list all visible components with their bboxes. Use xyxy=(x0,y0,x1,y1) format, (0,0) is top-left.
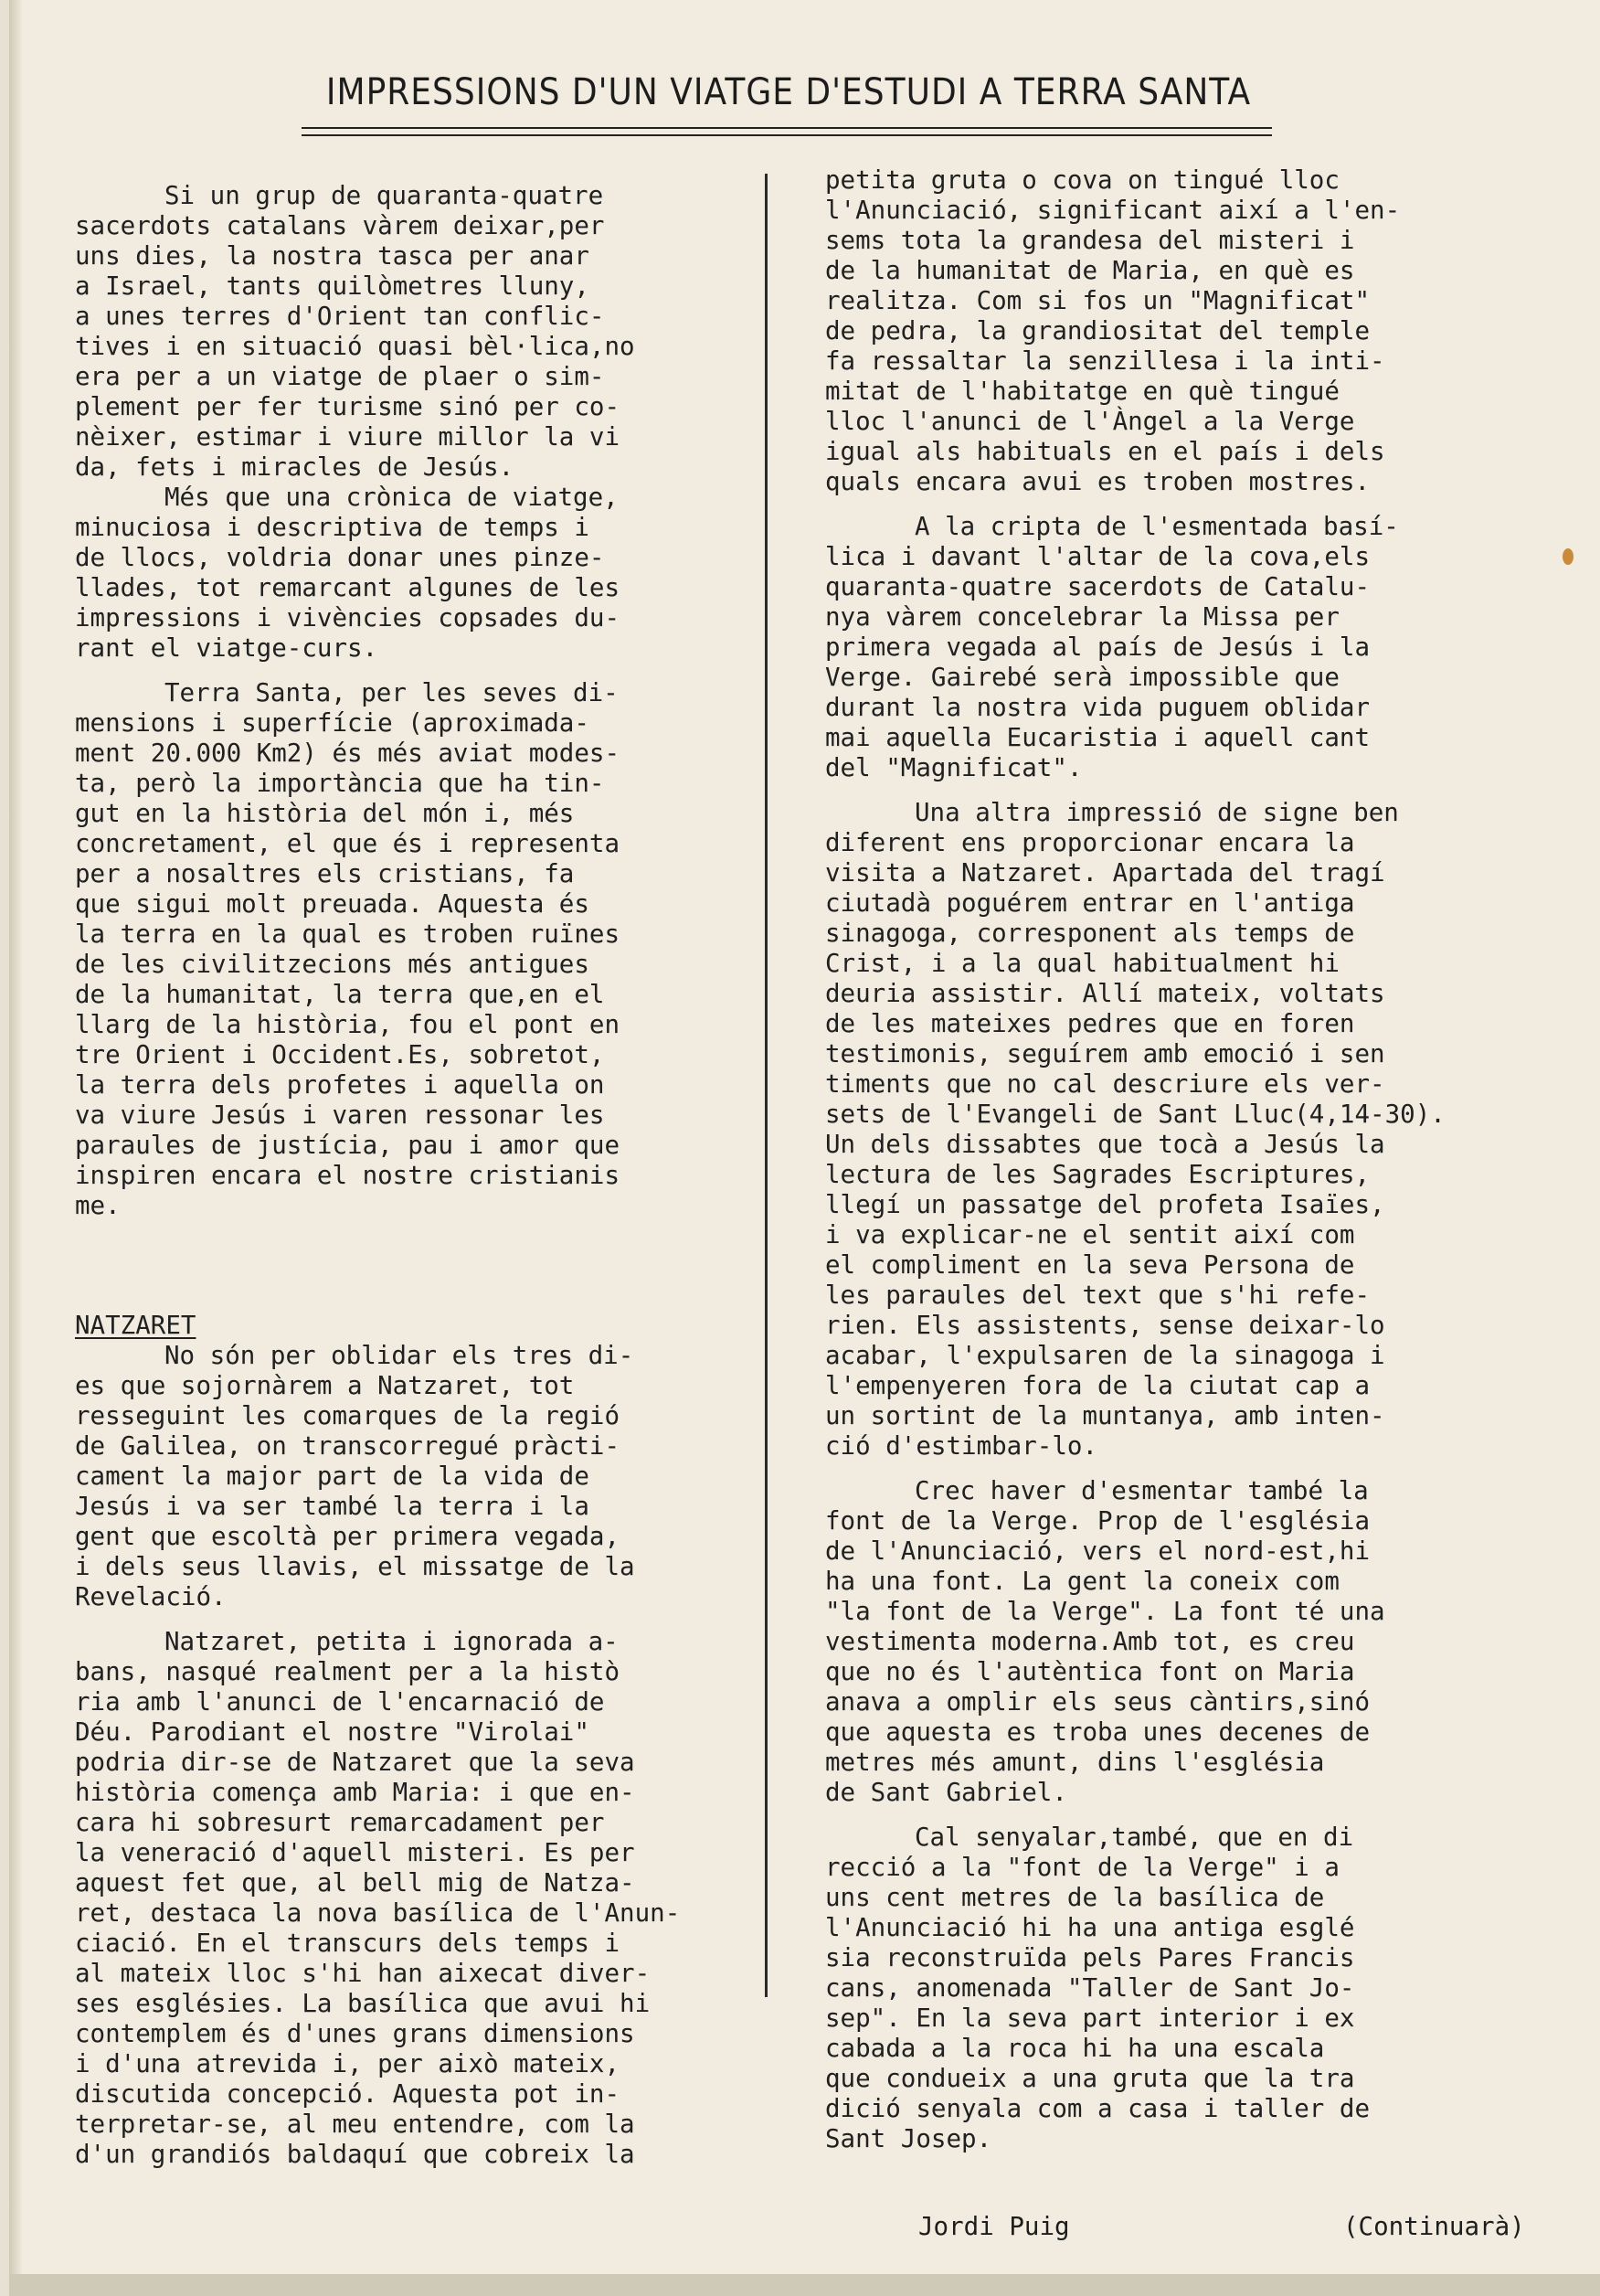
text-line: Una altra impressió de signe ben xyxy=(915,798,1399,827)
text-line: quals encara avui es troben mostres. xyxy=(825,467,1371,496)
text-line: concretament, el que és i representa xyxy=(75,829,620,858)
text-line: mensions i superfície (aproximada- xyxy=(75,708,589,738)
text-line: anava a omplir els seus càntirs,sinó xyxy=(825,1687,1371,1717)
text-line: llades, tot remarcant algunes de les xyxy=(75,573,620,602)
text-line: Més que una crònica de viatge, xyxy=(164,483,619,512)
text-line: recció a la "font de la Verge" i a xyxy=(825,1853,1340,1882)
text-line: uns cent metres de la basílica de xyxy=(825,1883,1325,1912)
text-line: sacerdots catalans vàrem deixar,per xyxy=(75,211,605,240)
text-line: el compliment en la seva Persona de xyxy=(825,1250,1355,1280)
text-line: Revelació. xyxy=(75,1582,227,1611)
text-line: la veneració d'aquell misteri. Es per xyxy=(75,1838,635,1867)
text-line: de la humanitat de Maria, en què es xyxy=(825,256,1355,285)
text-line: cara hi sobresurt remarcadament per xyxy=(75,1808,605,1837)
text-line: tives i en situació quasi bèl·lica,no xyxy=(75,332,635,361)
text-line: de pedra, la grandiositat del temple xyxy=(825,316,1371,345)
text-line: Un dels dissabtes que tocà a Jesús la xyxy=(825,1130,1385,1159)
text-line: Natzaret, petita i ignorada a- xyxy=(164,1627,619,1656)
text-line: terpretar-se, al meu entendre, com la xyxy=(75,2110,635,2139)
text-line: durant la nostra vida puguem oblidar xyxy=(825,693,1371,722)
text-line: ta, però la importància que ha tin- xyxy=(75,769,605,798)
text-line: impressions i vivències copsades du- xyxy=(75,603,620,632)
left-column xyxy=(75,181,751,2170)
text-line: igual als habituals en el país i dels xyxy=(825,437,1385,466)
text-line: la terra dels profetes i aquella on xyxy=(75,1070,605,1100)
text-line: Crec haver d'esmentar també la xyxy=(915,1476,1369,1505)
text-line: de Sant Gabriel. xyxy=(825,1778,1067,1807)
text-line: sets de l'Evangeli de Sant Lluc(4,14-30). xyxy=(825,1100,1446,1129)
text-line: a Israel, tants quilòmetres lluny, xyxy=(75,271,589,301)
binding-edge xyxy=(9,0,22,2296)
text-line: ment 20.000 Km2) és més aviat modes- xyxy=(75,739,620,768)
text-line: sinagoga, corresponent als temps de xyxy=(825,919,1355,948)
text-line: ret, destaca la nova basílica de l'Anun- xyxy=(75,1898,681,1928)
text-line: de Galilea, on transcorregué pràcti- xyxy=(75,1431,620,1461)
text-line: que condueix a una gruta que la tra xyxy=(825,2064,1355,2093)
text-line: A la cripta de l'esmentada basí- xyxy=(915,512,1399,541)
text-line: gent que escoltà per primera vegada, xyxy=(75,1522,620,1551)
title-double-rule xyxy=(302,127,1272,136)
text-line: No són per oblidar els tres di- xyxy=(164,1341,634,1370)
text-line: les paraules del text que s'hi refe- xyxy=(825,1281,1371,1310)
margin-stain xyxy=(1563,548,1574,565)
text-line: primera vegada al país de Jesús i la xyxy=(825,632,1371,662)
text-line: un sortint de la muntanya, amb inten- xyxy=(825,1401,1385,1430)
text-line: d'un grandiós baldaquí que cobreix la xyxy=(75,2140,635,2169)
text-line: bans, nasqué realment per a la histò xyxy=(75,1657,620,1686)
text-line: cabada a la roca hi ha una escala xyxy=(825,2034,1325,2063)
text-line: a unes terres d'Orient tan conflic- xyxy=(75,302,605,331)
text-line: uns dies, la nostra tasca per anar xyxy=(75,241,589,271)
text-line: rant el viatge-curs. xyxy=(75,633,378,663)
text-line: da, fets i miracles de Jesús. xyxy=(75,452,514,482)
text-line: me. xyxy=(75,1191,121,1220)
text-line: paraules de justícia, pau i amor que xyxy=(75,1131,620,1160)
text-line: font de la Verge. Prop de l'església xyxy=(825,1506,1371,1536)
continued-note: (Continuarà) xyxy=(1343,2212,1525,2241)
text-line: inspiren encara el nostre cristianis xyxy=(75,1161,620,1190)
text-line: metres més amunt, dins l'església xyxy=(825,1748,1325,1777)
text-line: ha una font. La gent la coneix com xyxy=(825,1567,1340,1596)
text-line: tre Orient i Occident.Es, sobretot, xyxy=(75,1040,605,1069)
text-line: per a nosaltres els cristians, fa xyxy=(75,859,575,888)
right-column xyxy=(825,165,1547,2154)
text-line: deuria assistir. Allí mateix, voltats xyxy=(825,979,1385,1008)
text-line: Crist, i a la qual habitualment hi xyxy=(825,949,1340,978)
text-line: Terra Santa, per les seves di- xyxy=(164,678,619,707)
text-line: que aquesta es troba unes decenes de xyxy=(825,1717,1371,1747)
text-line: sia reconstruïda pels Pares Francis xyxy=(825,1943,1355,1972)
text-line: timents que no cal descriure els ver- xyxy=(825,1069,1385,1099)
text-line: nèixer, estimar i viure millor la vi xyxy=(75,422,620,452)
paragraph xyxy=(825,1823,1547,2154)
text-line: del "Magnificat". xyxy=(825,753,1083,782)
text-line: "la font de la Verge". La font té una xyxy=(825,1597,1385,1626)
paragraph xyxy=(75,1341,751,1612)
paragraph xyxy=(75,181,751,483)
text-line: diferent ens proporcionar encara la xyxy=(825,828,1355,857)
text-line: llarg de la història, fou el pont en xyxy=(75,1010,620,1039)
text-line: lloc l'anunci de l'Àngel a la Verge xyxy=(825,407,1355,436)
text-line: discutida concepció. Aquesta pot in- xyxy=(75,2079,620,2109)
text-line: plement per fer turisme sinó per co- xyxy=(75,392,620,421)
text-line: que no és l'autèntica font on Maria xyxy=(825,1657,1355,1686)
text-line: de llocs, voldria donar unes pinze- xyxy=(75,543,605,572)
text-line: rien. Els assistents, sense deixar-lo xyxy=(825,1311,1385,1340)
text-line: Verge. Gairebé serà impossible que xyxy=(825,663,1340,692)
paragraph xyxy=(825,1476,1547,1808)
text-line: sems tota la grandesa del misteri i xyxy=(825,226,1355,255)
text-line: era per a un viatge de plaer o sim- xyxy=(75,362,605,391)
text-line: visita a Natzaret. Apartada del tragí xyxy=(825,858,1385,888)
text-line: es que sojornàrem a Natzaret, tot xyxy=(75,1371,575,1400)
author-signature: Jordi Puig xyxy=(918,2212,1070,2241)
text-line: Déu. Parodiant el nostre "Virolai" xyxy=(75,1717,589,1747)
paragraph xyxy=(75,483,751,664)
text-line: ció d'estimbar-lo. xyxy=(825,1431,1098,1461)
text-line: i d'una atrevida i, per això mateix, xyxy=(75,2049,620,2078)
page-bottom-edge xyxy=(9,2274,1600,2296)
paragraph xyxy=(825,512,1547,783)
text-line: ses esglésies. La basílica que avui hi xyxy=(75,1989,651,2018)
text-line: testimonis, seguírem amb emoció i sen xyxy=(825,1039,1385,1068)
paragraph xyxy=(825,798,1547,1462)
text-line: història comença amb Maria: i que en- xyxy=(75,1778,635,1807)
text-line: al mateix lloc s'hi han aixecat diver- xyxy=(75,1959,651,1988)
text-line: i va explicar-ne el sentit així com xyxy=(825,1220,1355,1249)
text-line: lica i davant l'altar de la cova,els xyxy=(825,542,1371,571)
text-line: l'Anunciació, significant així a l'en- xyxy=(825,196,1401,225)
text-line: l'Anunciació hi ha una antiga esglé xyxy=(825,1913,1355,1942)
text-line: va viure Jesús i varen ressonar les xyxy=(75,1100,605,1130)
text-line: de la humanitat, la terra que,en el xyxy=(75,980,605,1009)
text-line: de l'Anunciació, vers el nord-est,hi xyxy=(825,1536,1371,1566)
text-line: vestimenta moderna.Amb tot, es creu xyxy=(825,1627,1355,1656)
text-line: sep". En la seva part interior i ex xyxy=(825,2004,1355,2033)
text-line: ria amb l'anunci de l'encarnació de xyxy=(75,1687,605,1717)
text-line: minuciosa i descriptiva de temps i xyxy=(75,513,589,542)
text-line: la terra en la qual es troben ruïnes xyxy=(75,919,620,949)
text-line: quaranta-quatre sacerdots de Catalu- xyxy=(825,572,1371,601)
text-line: aquest fet que, al bell mig de Natza- xyxy=(75,1868,635,1897)
text-line: Cal senyalar,també, que en di xyxy=(915,1823,1354,1852)
text-line: petita gruta o cova on tingué lloc xyxy=(825,165,1340,195)
text-line: Sant Josep. xyxy=(825,2124,992,2153)
text-line: mai aquella Eucaristia i aquell cant xyxy=(825,723,1371,752)
text-line: de les mateixes pedres que en foren xyxy=(825,1009,1355,1038)
text-line: mitat de l'habitatge en què tingué xyxy=(825,377,1340,406)
text-line: ciutadà poguérem entrar en l'antiga xyxy=(825,888,1355,918)
text-line: de les civilitzecions més antigues xyxy=(75,950,589,979)
text-line: l'empenyeren fora de la ciutat cap a xyxy=(825,1371,1371,1400)
text-line: cament la major part de la vida de xyxy=(75,1462,589,1491)
text-line: que sigui molt preuada. Aquesta és xyxy=(75,889,589,919)
section-heading-natzaret: NATZARET xyxy=(75,1311,196,1340)
article-title: IMPRESSIONS D'UN VIATGE D'ESTUDI A TERRA SANTA xyxy=(325,71,1252,113)
column-divider xyxy=(765,174,768,1997)
text-line: resseguint les comarques de la regió xyxy=(75,1401,620,1430)
text-line: gut en la història del món i, més xyxy=(75,799,575,828)
paragraph xyxy=(825,165,1547,497)
text-line: lectura de les Sagrades Escriptures, xyxy=(825,1160,1371,1189)
text-line: podria dir-se de Natzaret que la seva xyxy=(75,1748,635,1777)
text-line: realitza. Com si fos un "Magnificat" xyxy=(825,286,1371,315)
text-line: ciació. En el transcurs dels temps i xyxy=(75,1929,620,1958)
text-line: acabar, l'expulsaren de la sinagoga i xyxy=(825,1341,1385,1370)
text-line: i dels seus llavis, el missatge de la xyxy=(75,1552,635,1581)
text-line: cans, anomenada "Taller de Sant Jo- xyxy=(825,1973,1355,2003)
text-line: Si un grup de quaranta-quatre xyxy=(164,181,604,210)
text-line: Jesús i va ser també la terra i la xyxy=(75,1492,589,1521)
paragraph xyxy=(75,1627,751,2170)
text-line: llegí un passatge del profeta Isaïes, xyxy=(825,1190,1385,1219)
text-line: contemplem és d'unes grans dimensions xyxy=(75,2019,635,2048)
text-line: dició senyala com a casa i taller de xyxy=(825,2094,1371,2123)
paragraph xyxy=(75,678,751,1221)
text-line: nya vàrem concelebrar la Missa per xyxy=(825,602,1340,632)
text-line: fa ressaltar la senzillesa i la inti- xyxy=(825,346,1385,376)
